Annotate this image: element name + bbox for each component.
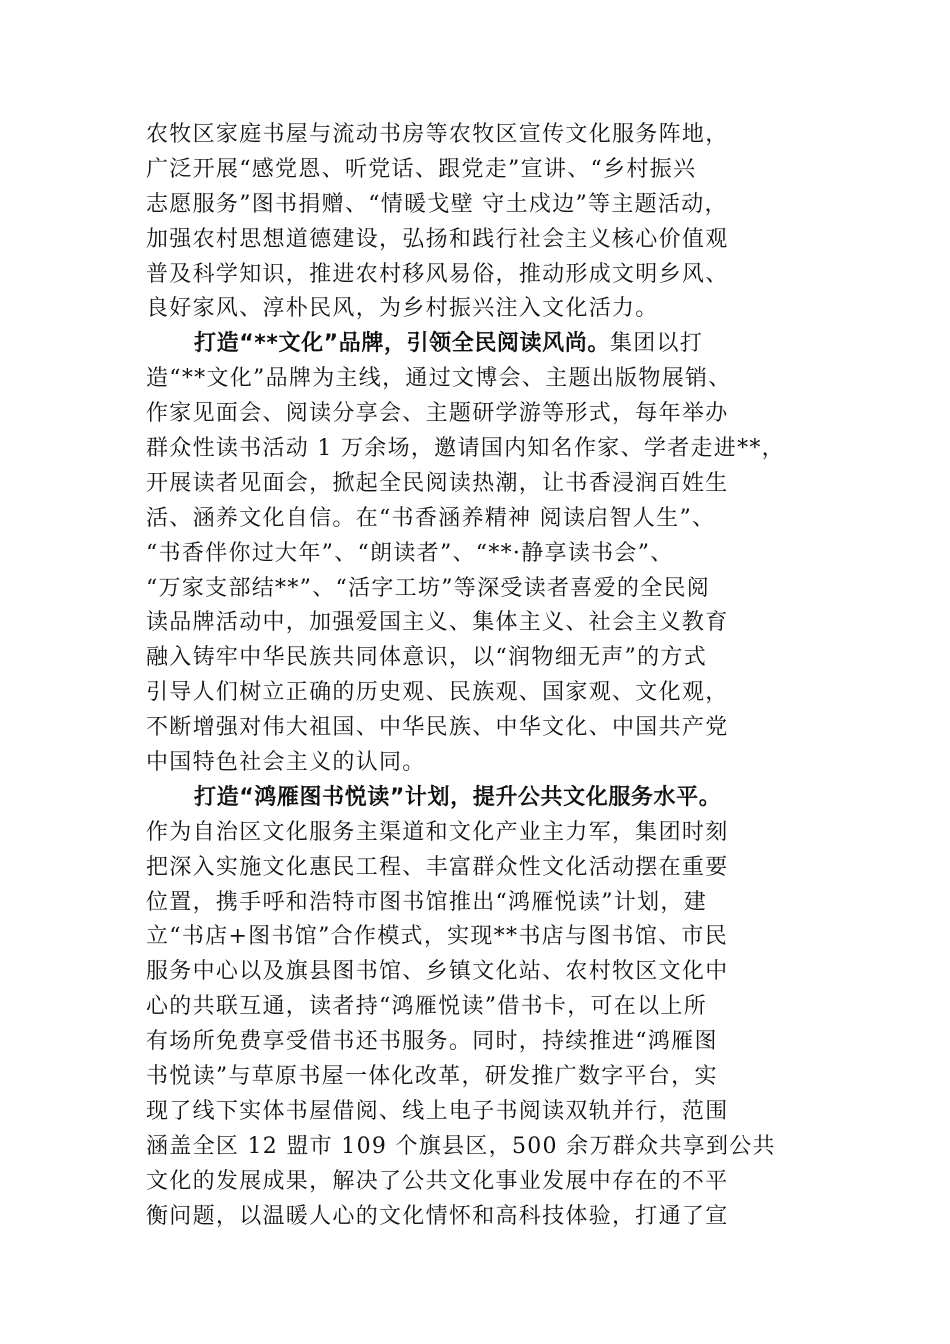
text-line: 不断增强对伟大祖国、中华民族、中华文化、中国共产党 [146,715,729,741]
paragraph-reading-brand [146,327,836,781]
text-line: 涵盖全区 12 盟市 109 个旗县区，500 余万群众共享到公共 [146,1133,776,1159]
text-line: 读品牌活动中，加强爱国主义、集体主义、社会主义教育 [146,610,729,636]
text-line: 中国特色社会主义的认同。 [146,750,426,776]
text-line: 广泛开展“感党恩、听党话、跟党走”宣讲、“乡村振兴 [146,156,697,182]
text-line: 志愿服务”图书捐赠、“情暖戈壁 守土戍边”等主题活动， [146,191,728,217]
text-line: 造“**文化”品牌为主线，通过文博会、主题出版物展销、 [146,366,732,392]
text-line: “书香伴你过大年”、“朗读者”、“**·静享读书会”、 [146,540,674,566]
text-line: 衡问题，以温暖人心的文化情怀和高科技体验，打通了宣 [146,1203,729,1229]
text-line: 引导人们树立正确的历史观、民族观、国家观、文化观， [146,680,729,706]
paragraph-heading: 打造“鸿雁图书悦读”计划，提升公共文化服务水平。 [194,784,722,810]
text-line: 农牧区家庭书屋与流动书房等农牧区宣传文化服务阵地， [146,122,729,147]
paragraph-rural-culture [146,118,836,327]
text-line: 作家见面会、阅读分享会、主题研学游等形式，每年举办 [146,401,729,427]
text-line: 把深入实施文化惠民工程、丰富群众性文化活动摆在重要 [146,854,729,880]
text-line: 服务中心以及旗县图书馆、乡镇文化站、农村牧区文化中 [146,959,729,985]
text-line: 开展读者见面会，掀起全民阅读热潮，让书香浸润百姓生 [146,470,729,496]
paragraph-first-line [146,327,836,362]
text-line: 位置，携手呼和浩特市图书馆推出“鸿雁悦读”计划，建 [146,889,707,915]
text-line: “万家支部结**”、“活字工坊”等深受读者喜爱的全民阅 [146,575,711,601]
text-line: 现了线下实体书屋借阅、线上电子书阅读双轨并行，范围 [146,1098,729,1124]
text-line: 融入铸牢中华民族共同体意识，以“润物细无声”的方式 [146,645,707,671]
text-line: 群众性读书活动 1 万余场，邀请国内知名作家、学者走进**， [146,436,785,462]
text-line: 作为自治区文化服务主渠道和文化产业主力军，集团时刻 [146,819,729,845]
text-line: 加强农村思想道德建设，弘扬和践行社会主义核心价值观 [146,226,729,252]
text-line: 书悦读”与草原书屋一体化改革，研发推广数字平台，实 [146,1064,718,1090]
text-line: 普及科学知识，推进农村移风易俗，推动形成文明乡风、 [146,261,729,287]
document-body [146,118,836,1235]
text-line: 文化的发展成果，解决了公共文化事业发展中存在的不平 [146,1168,729,1194]
paragraph-first-line-text: 集团以打 [609,331,704,357]
text-line: 立“书店+图书馆”合作模式，实现**书店与图书馆、市民 [146,924,729,950]
text-line: 心的共联互通，读者持“鸿雁悦读”借书卡，可在以上所 [146,994,707,1020]
text-line: 良好家风、淳朴民风，为乡村振兴注入文化活力。 [146,296,659,322]
text-line: 活、涵养文化自信。在“书香涵养精神 阅读启智人生”、 [146,505,716,531]
text-line: 有场所免费享受借书还书服务。同时，持续推进“鸿雁图 [146,1029,718,1055]
paragraph-hongyan-reading [146,781,836,1235]
paragraph-heading: 打造“**文化”品牌，引领全民阅读风尚。 [194,331,610,357]
paragraph-first-line [146,781,836,816]
